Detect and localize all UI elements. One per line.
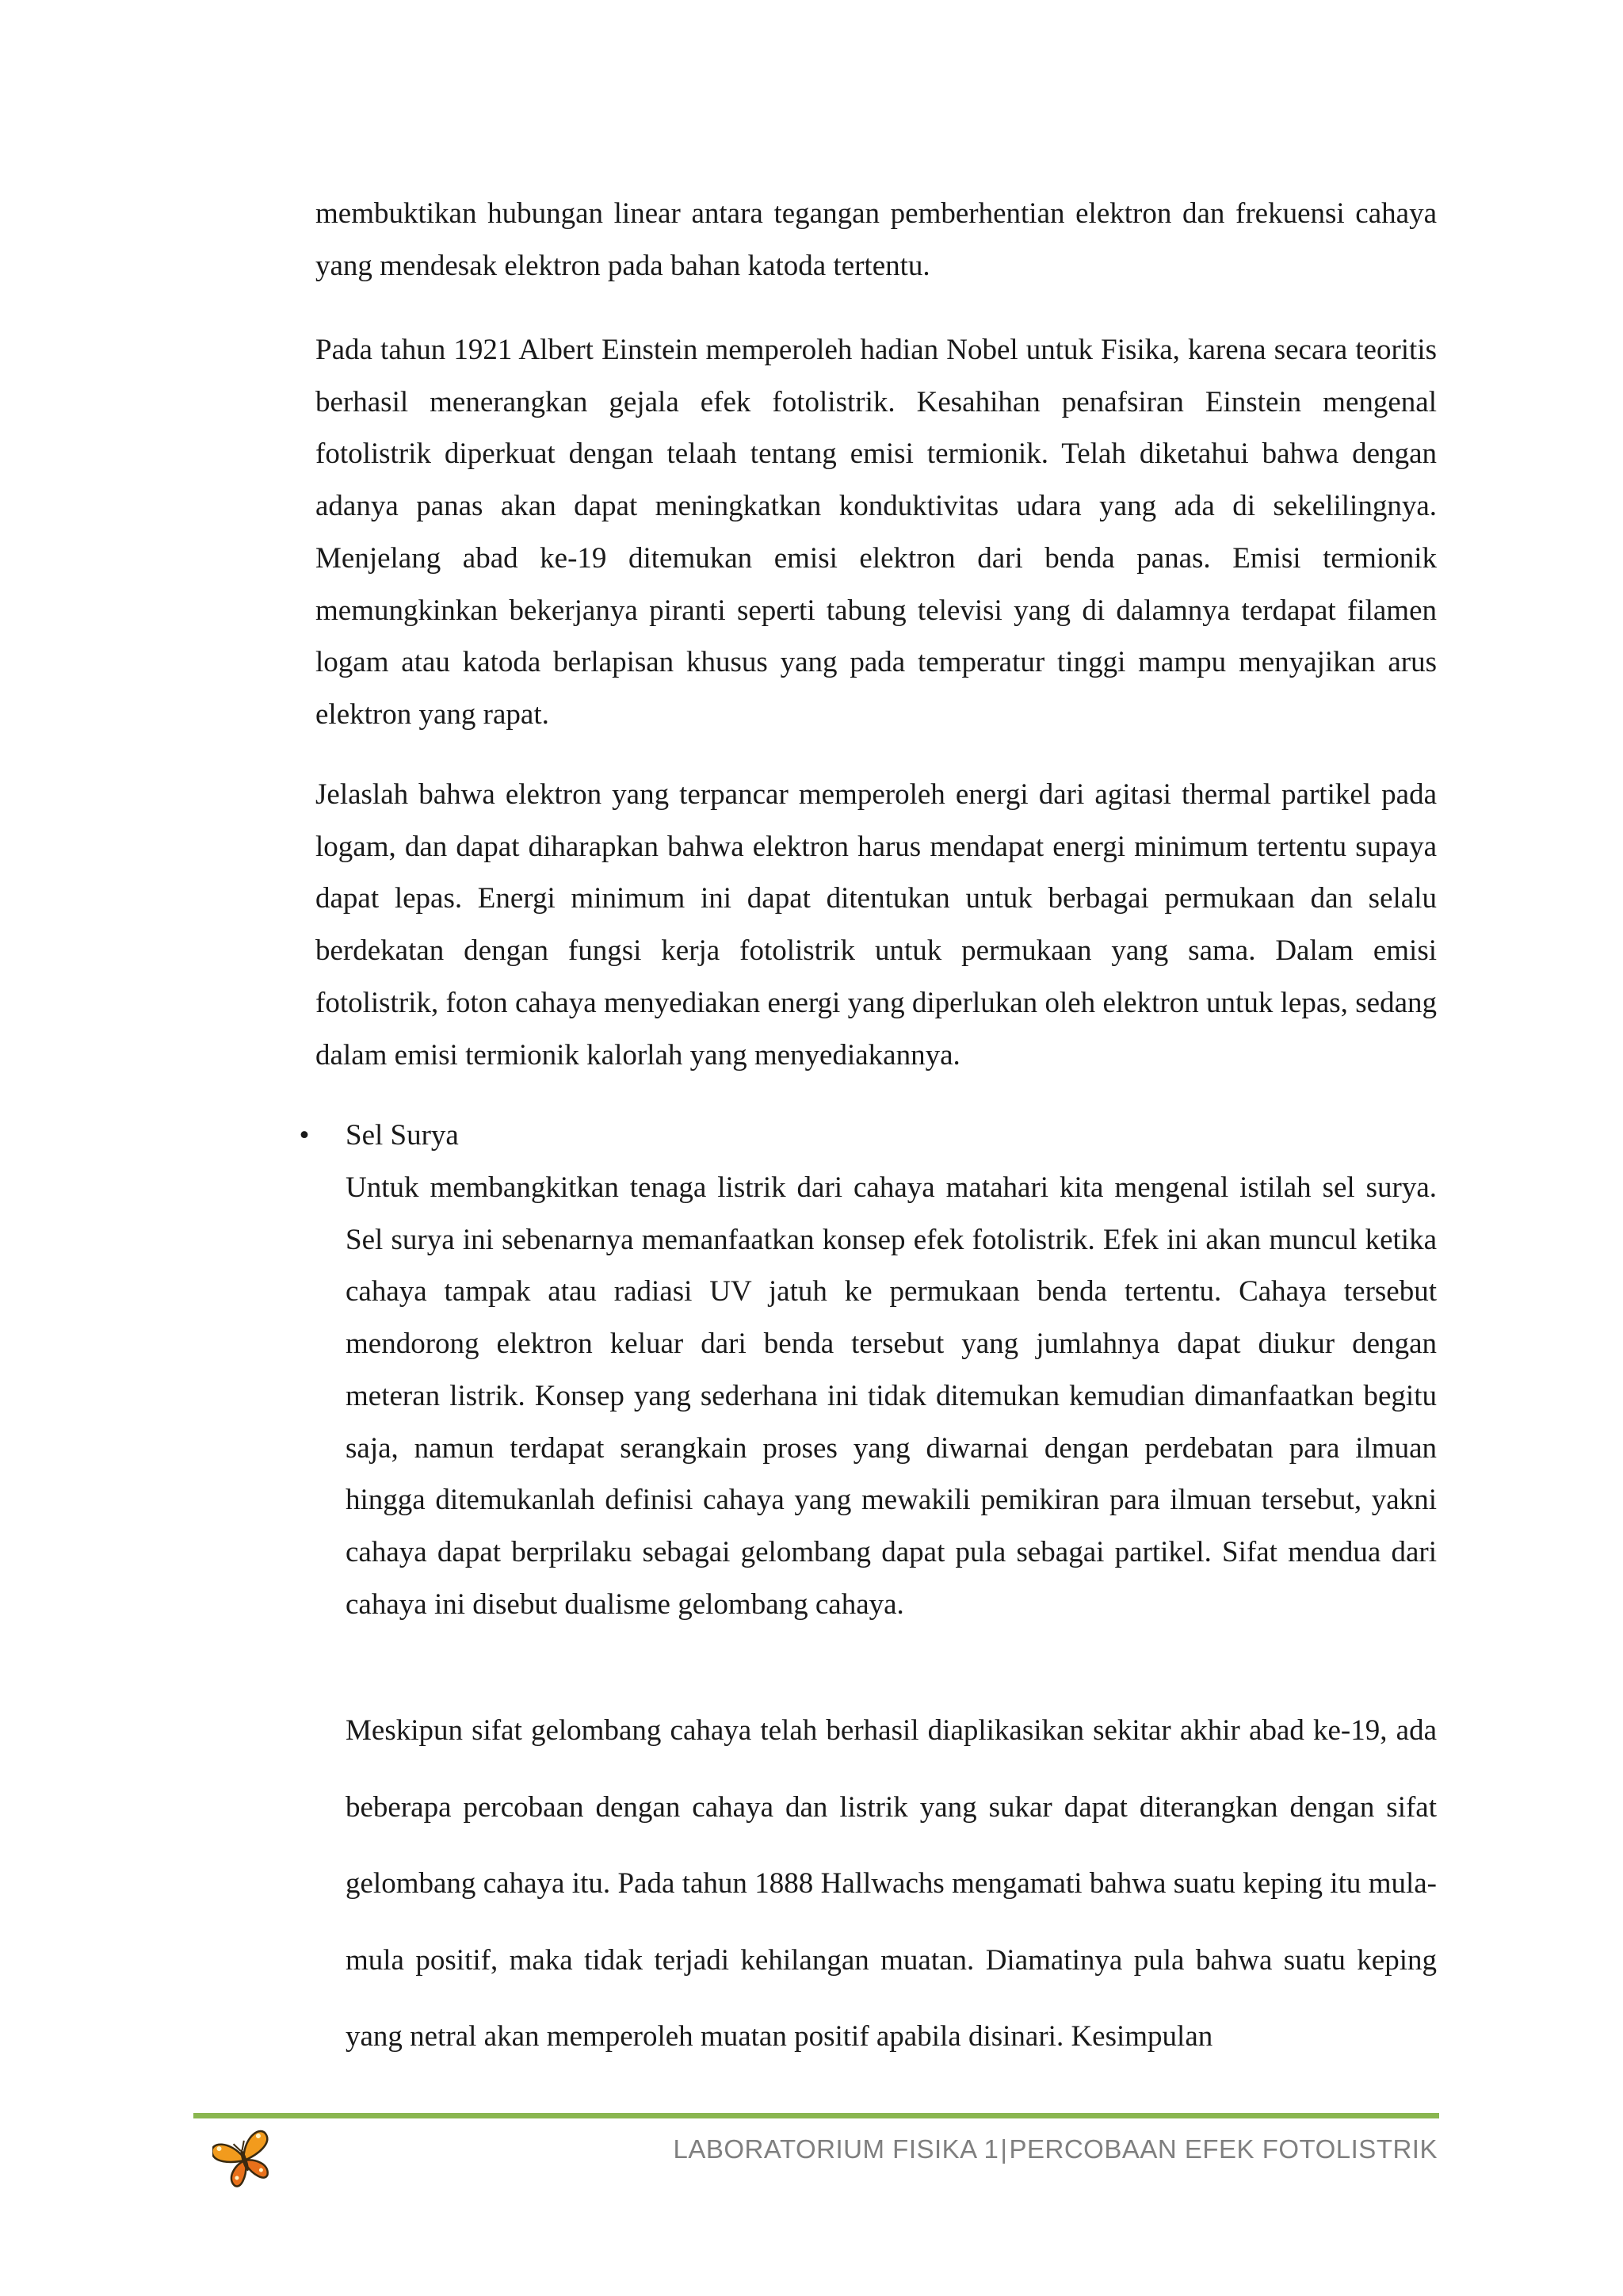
footer-label	[674, 2134, 1438, 2164]
body-paragraph-2: Pada tahun 1921 Albert Einstein memperoleh hadian Nobel untuk Fisika, karena secara teoritis berhasil menerangkan gejala efek fotolistrik. Kesahihan penafsiran Einstein mengenal fotolistrik diperkuat dengan telaah tentang emisi termionik. Telah diketahui bahwa dengan adanya panas akan dapat meningkatkan konduktivitas udara yang ada di sekelilingnya. Menjelang abad ke-19 ditemukan emisi elektron dari benda panas. Emisi termionik memungkinkan bekerjanya piranti seperti tabung televisi yang di dalamnya terdapat filamen logam atau katoda berlapisan khusus yang pada temperatur tinggi mampu menyajikan arus elektron yang rapat.	[315, 334, 1437, 731]
footer-rule	[193, 2113, 1439, 2118]
body-paragraph-1: membuktikan hubungan linear antara tegangan pemberhentian elektron dan frekuensi cahaya yang mendesak elektron pada bahan katoda tertentu.	[315, 197, 1437, 282]
butterfly-icon	[212, 2126, 276, 2192]
bullet-paragraph-1: Untuk membangkitkan tenaga listrik dari cahaya matahari kita mengenal istilah sel surya. Sel surya ini sebenarnya memanfaatkan konsep efek fotolistrik. Efek ini akan muncul ketika cahaya tampak atau radiasi UV jatuh ke permukaan benda tertentu. Cahaya tersebut mendorong elektron keluar dari benda tersebut yang jumlahnya dapat diukur dengan meteran listrik. Konsep yang sederhana ini tidak ditemukan kemudian dimanfaatkan begitu saja, namun terdapat serangkain proses yang diwarnai dengan perdebatan para ilmuan hingga ditemukanlah definisi cahaya yang mewakili pemikiran para ilmuan tersebut, yakni cahaya dapat berprilaku sebagai gelombang dapat pula sebagai partikel. Sifat mendua dari cahaya ini disebut dualisme gelombang cahaya.	[346, 1171, 1437, 1621]
bullet-paragraph-2: Meskipun sifat gelombang cahaya telah berhasil diaplikasikan sekitar akhir abad ke-19, ada beberapa percobaan dengan cahaya dan listrik yang sukar dapat diterangkan dengan sifat gelombang cahaya itu. Pada tahun 1888 Hallwachs mengamati bahwa suatu keping itu mula-mula positif, maka tidak terjadi kehilangan muatan. Diamatinya pula bahwa suatu keping yang netral akan memperoleh muatan positif apabila disinari. Kesimpulan	[346, 1714, 1437, 2053]
footer-separator: |	[1000, 2134, 1008, 2164]
bullet-title: Sel Surya	[346, 1119, 459, 1152]
footer-experiment-name: PERCOBAAN EFEK FOTOLISTRIK	[1009, 2134, 1438, 2164]
body-paragraph-3: Jelaslah bahwa elektron yang terpancar memperoleh energi dari agitasi thermal partikel pada logam, dan dapat diharapkan bahwa elektron harus mendapat energi minimum tertentu supaya dapat lepas. Energi minimum ini dapat ditentukan untuk berbagai permukaan dan selalu berdekatan dengan fungsi kerja fotolistrik untuk permukaan yang sama. Dalam emisi fotolistrik, foton cahaya menyediakan energi yang diperlukan oleh elektron untuk lepas, sedang dalam emisi termionik kalorlah yang menyediakannya.	[315, 778, 1437, 1072]
bullet-marker: •	[299, 1119, 310, 1152]
footer-lab-name: LABORATORIUM FISIKA 1	[673, 2134, 999, 2164]
